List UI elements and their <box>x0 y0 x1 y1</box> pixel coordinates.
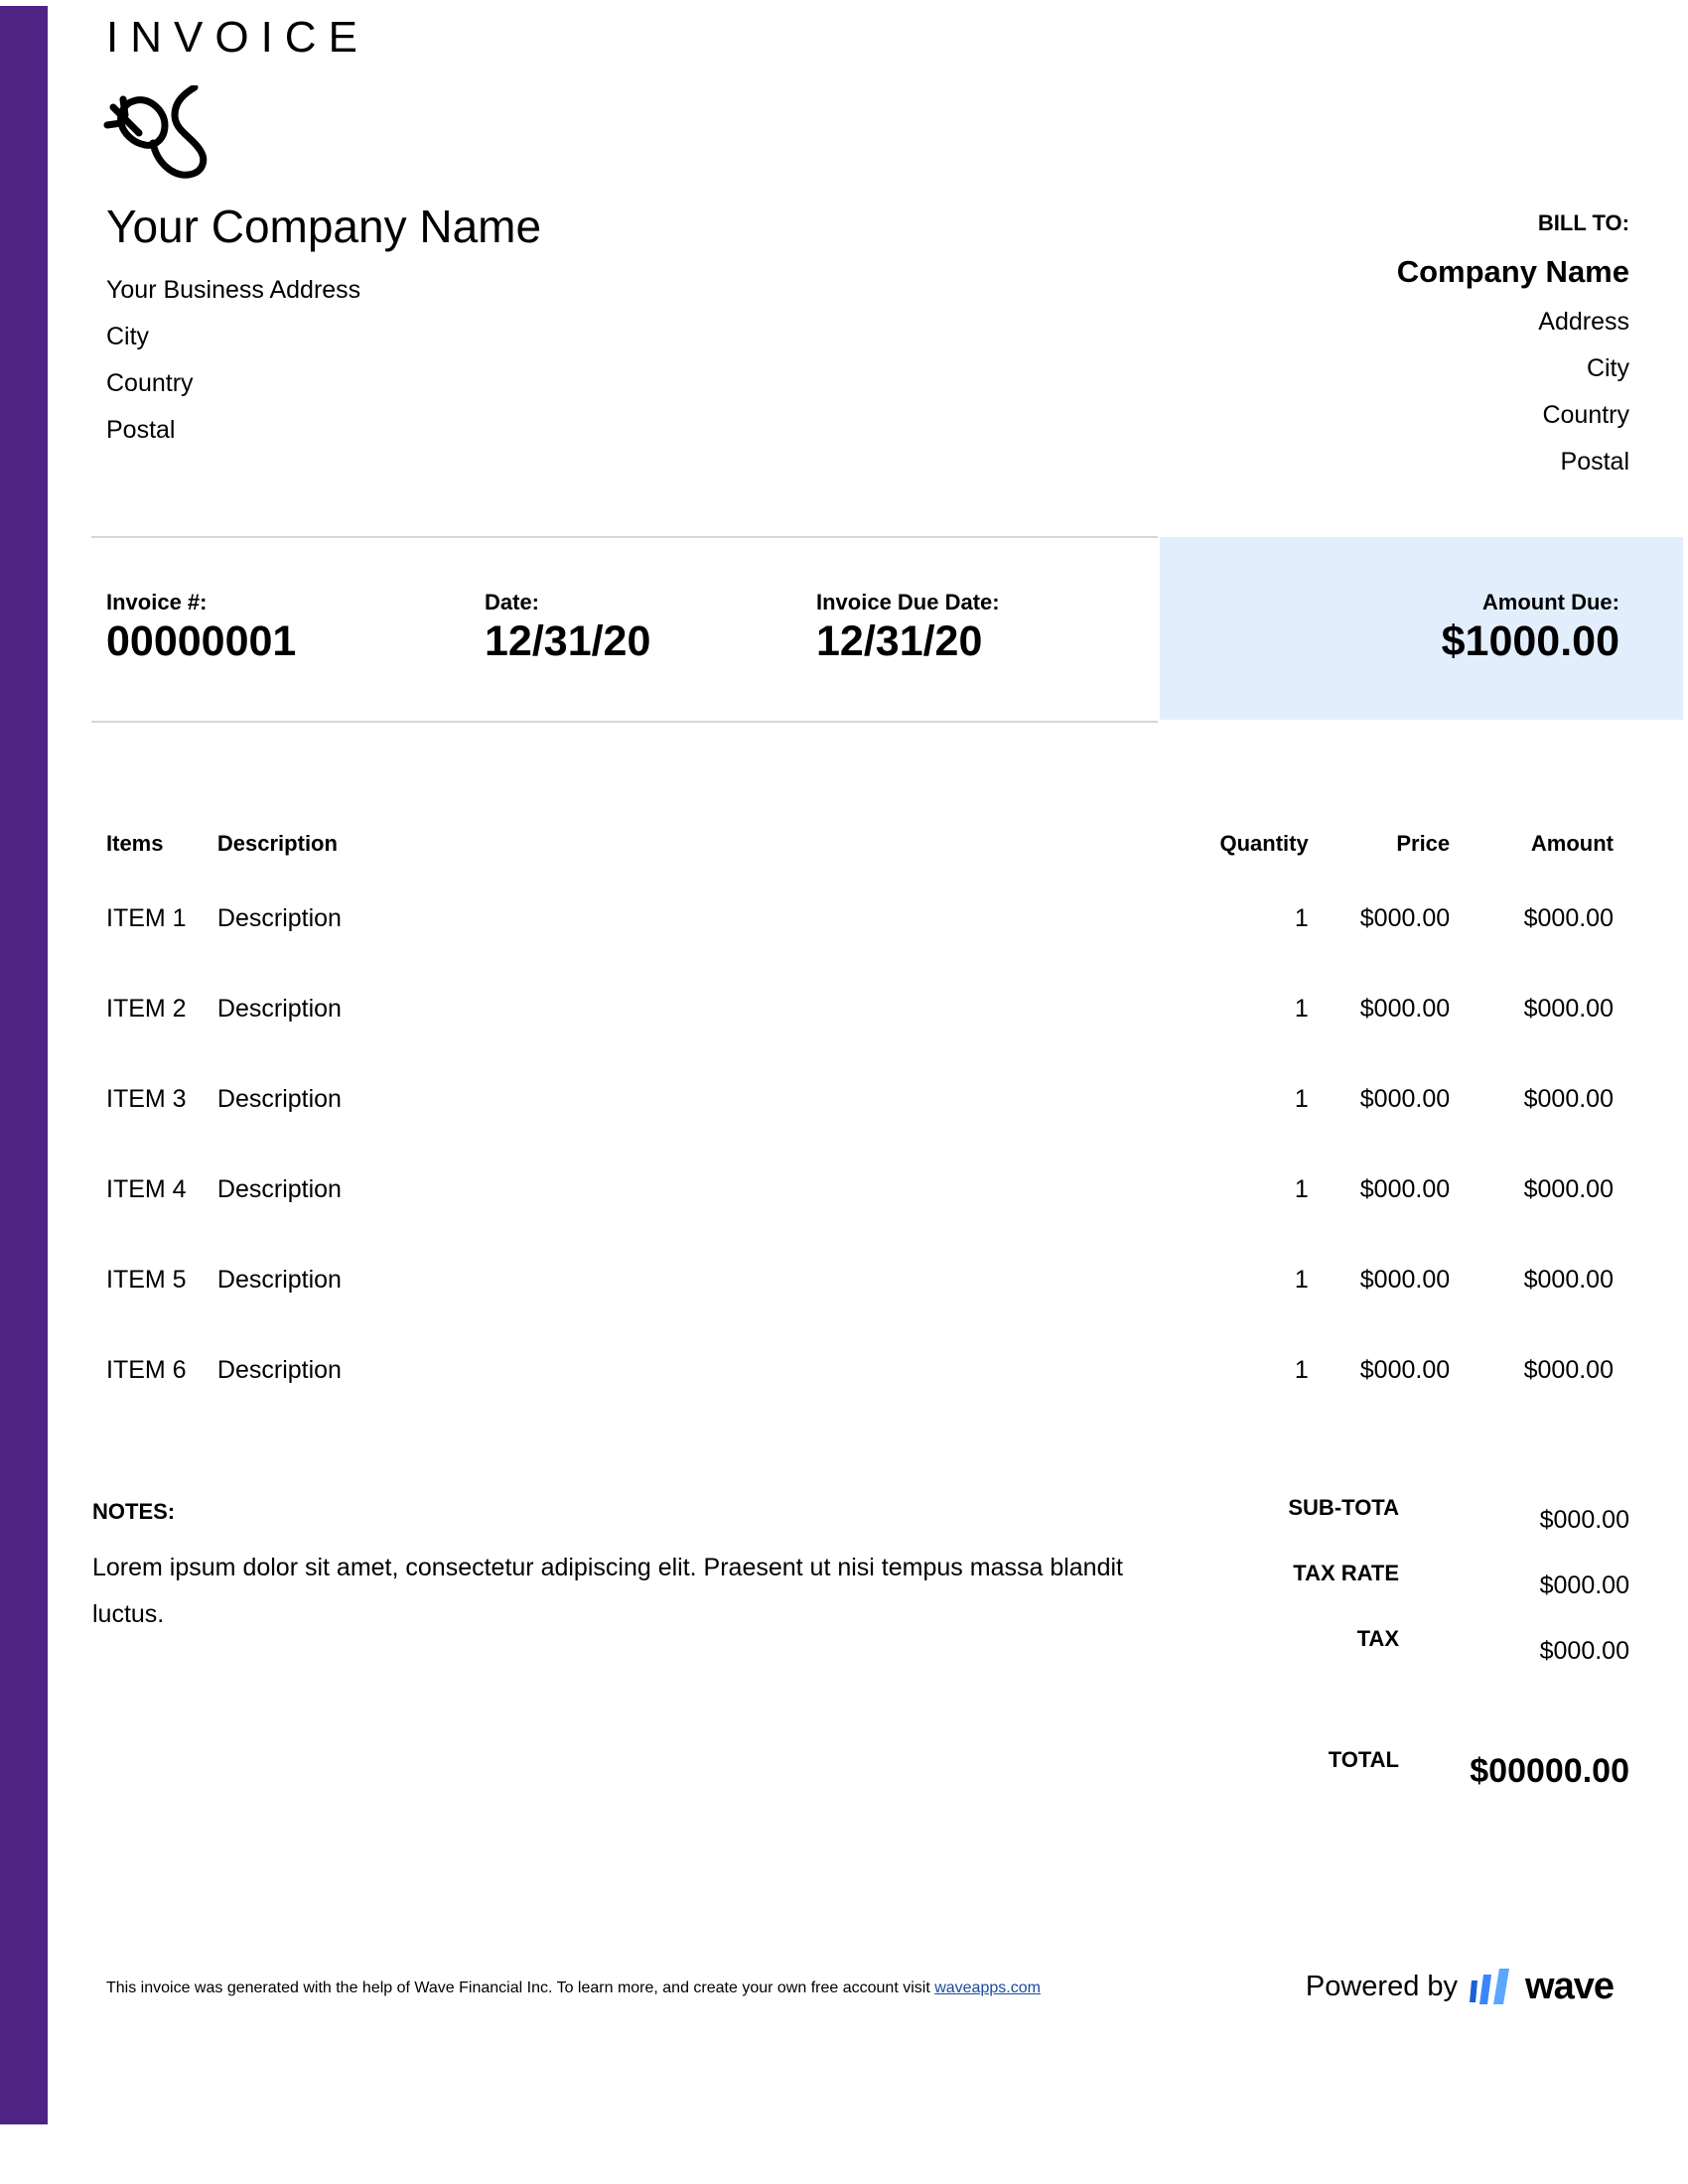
date-value: 12/31/20 <box>485 617 651 665</box>
item-description: Description <box>216 904 342 932</box>
item-quantity: 1 <box>1294 904 1309 932</box>
item-description: Description <box>216 1356 342 1384</box>
meta-bottom-divider <box>91 721 1158 723</box>
waveapps-link[interactable]: waveapps.com <box>934 1979 1041 1996</box>
table-row <box>106 1145 1614 1235</box>
item-name: ITEM 4 <box>106 1175 187 1203</box>
item-price: $000.00 <box>1359 1266 1451 1294</box>
table-header-row <box>106 814 1614 874</box>
item-description: Description <box>216 1175 342 1203</box>
invoice-number-value: 00000001 <box>106 617 297 665</box>
bill-to-postal: Postal <box>1560 448 1629 476</box>
sender-city: City <box>106 323 150 350</box>
wave-logo-text: wave <box>1525 1965 1614 2007</box>
item-name: ITEM 3 <box>106 1085 187 1113</box>
footer-disclaimer <box>106 1978 1041 1999</box>
tax-rate-value: $000.00 <box>1539 1571 1629 1599</box>
sidebar-accent-bar <box>0 6 48 2124</box>
item-quantity: 1 <box>1294 1175 1309 1203</box>
due-date-value: 12/31/20 <box>816 617 983 665</box>
total-label: TOTAL <box>1328 1747 1399 1772</box>
item-amount: $000.00 <box>1523 1266 1614 1294</box>
powered-by-label: Powered by <box>1305 1970 1459 2002</box>
amount-due-block <box>1442 590 1619 667</box>
date-block <box>485 590 650 667</box>
total-value: $00000.00 <box>1470 1752 1629 1790</box>
sender-address <box>106 270 360 457</box>
table-row <box>106 1054 1614 1145</box>
item-price: $000.00 <box>1359 995 1451 1023</box>
bill-to-block <box>1397 208 1629 488</box>
item-quantity: 1 <box>1294 1356 1309 1384</box>
table-row <box>106 874 1614 964</box>
bill-to-company-name: Company Name <box>1396 254 1629 289</box>
header-price: Price <box>1396 831 1451 856</box>
document-title: INVOICE <box>106 13 369 62</box>
table-row <box>106 1325 1614 1416</box>
item-name: ITEM 5 <box>106 1266 187 1294</box>
item-name: ITEM 2 <box>106 995 187 1023</box>
item-quantity: 1 <box>1294 1085 1309 1113</box>
sender-country: Country <box>106 369 194 397</box>
item-price: $000.00 <box>1359 1175 1451 1203</box>
line-items-table <box>106 814 1614 1416</box>
tax-rate-label: TAX RATE <box>1293 1561 1399 1585</box>
notes-text: Lorem ipsum dolor sit amet, consectetur adipiscing elit. Praesent ut nisi tempus massa blandit luctus. <box>92 1554 1123 1628</box>
item-description: Description <box>216 1266 342 1294</box>
header-quantity: Quantity <box>1219 831 1309 856</box>
item-amount: $000.00 <box>1523 904 1614 932</box>
wave-logo-icon <box>1468 1967 1517 2006</box>
footer-text: This invoice was generated with the help of Wave Financial Inc. To learn more, and create your own free account visit <box>106 1979 935 1996</box>
bill-to-address-line: Address <box>1538 308 1629 336</box>
item-quantity: 1 <box>1294 1266 1309 1294</box>
item-price: $000.00 <box>1359 1356 1451 1384</box>
meta-top-divider <box>91 536 1158 538</box>
sender-address-line: Your Business Address <box>106 276 361 304</box>
item-amount: $000.00 <box>1523 995 1614 1023</box>
header-items: Items <box>106 831 164 856</box>
item-description: Description <box>216 995 342 1023</box>
item-amount: $000.00 <box>1523 1175 1614 1203</box>
sender-company-name: Your Company Name <box>106 201 542 252</box>
item-amount: $000.00 <box>1523 1356 1614 1384</box>
item-name: ITEM 6 <box>106 1356 187 1384</box>
bill-to-address <box>1397 302 1629 488</box>
plug-icon <box>103 85 220 181</box>
due-date-block <box>816 590 1000 667</box>
table-row <box>106 964 1614 1054</box>
due-date-label: Invoice Due Date: <box>816 590 1000 614</box>
amount-due-label: Amount Due: <box>1481 590 1619 614</box>
date-label: Date: <box>485 590 540 614</box>
item-quantity: 1 <box>1294 995 1309 1023</box>
tax-value: $000.00 <box>1539 1637 1629 1665</box>
bill-to-country: Country <box>1542 401 1629 429</box>
item-description: Description <box>216 1085 342 1113</box>
table-row <box>106 1235 1614 1325</box>
amount-due-value: $1000.00 <box>1441 617 1619 665</box>
invoice-number-block <box>106 590 296 667</box>
bill-to-label: BILL TO: <box>1537 210 1629 235</box>
subtotal-label: SUB-TOTA <box>1288 1495 1399 1520</box>
tax-label: TAX <box>1356 1626 1399 1651</box>
item-amount: $000.00 <box>1523 1085 1614 1113</box>
notes-label: NOTES: <box>92 1499 176 1524</box>
sender-postal: Postal <box>106 416 176 444</box>
header-description: Description <box>216 831 338 856</box>
item-price: $000.00 <box>1359 904 1451 932</box>
invoice-number-label: Invoice #: <box>106 590 208 614</box>
item-name: ITEM 1 <box>106 904 187 932</box>
subtotal-value: $000.00 <box>1539 1506 1629 1534</box>
powered-by-wave[interactable] <box>1306 1964 1614 2009</box>
bill-to-city: City <box>1586 354 1629 382</box>
header-amount: Amount <box>1530 831 1614 856</box>
item-price: $000.00 <box>1359 1085 1451 1113</box>
